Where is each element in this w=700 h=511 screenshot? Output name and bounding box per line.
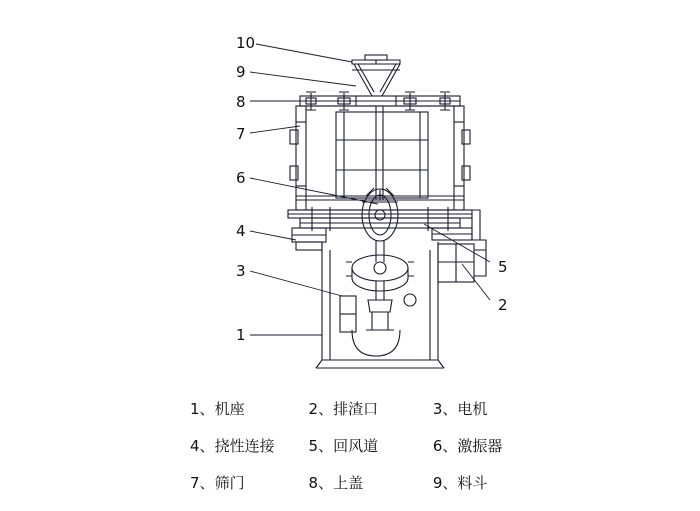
legend-item-number: 9	[432, 474, 443, 492]
legend-item-separator: 、	[442, 400, 458, 418]
legend-item-number: 8	[308, 474, 319, 492]
legend-item-number: 1	[190, 400, 200, 418]
legend-item-number: 2	[308, 400, 319, 418]
legend-item-name: 上盖	[333, 474, 364, 492]
legend-item-name: 排渣口	[333, 400, 379, 418]
vibrator-exciter-part	[362, 188, 398, 262]
callout-9: 9	[236, 63, 246, 81]
callout-1: 1	[236, 326, 246, 344]
legend-item-name: 筛门	[214, 474, 245, 492]
legend-item-separator: 、	[442, 437, 458, 455]
legend-item-9	[433, 472, 530, 493]
callout-7: 7	[236, 125, 246, 143]
legend-item-6	[433, 435, 530, 456]
legend-item-separator: 、	[199, 437, 215, 455]
legend-item-name: 机座	[214, 400, 245, 418]
callout-4: 4	[236, 222, 246, 240]
legend-item-2	[309, 398, 433, 419]
legend-item-name: 挠性连接	[214, 437, 275, 455]
legend-item-5	[309, 435, 433, 456]
callout-5: 5	[498, 258, 508, 276]
legend-item-4	[190, 435, 309, 456]
legend-item-separator: 、	[199, 474, 215, 492]
legend-item-name: 回风道	[333, 437, 379, 455]
legend-item-separator: 、	[318, 474, 334, 492]
hopper-part	[352, 55, 400, 96]
callout-6: 6	[236, 169, 246, 187]
callout-10: 10	[236, 34, 256, 52]
legend-item-8	[309, 472, 433, 493]
legend-row	[190, 398, 530, 419]
legend	[190, 398, 530, 509]
legend-item-separator: 、	[318, 437, 334, 455]
legend-item-name: 电机	[457, 400, 488, 418]
legend-item-number: 7	[190, 474, 200, 492]
legend-item-number: 6	[432, 437, 443, 455]
legend-item-7	[190, 472, 309, 493]
legend-item-number: 4	[190, 437, 200, 455]
legend-item-separator: 、	[318, 400, 334, 418]
legend-item-separator: 、	[199, 400, 215, 418]
legend-row	[190, 472, 530, 493]
callout-2: 2	[498, 296, 508, 314]
legend-row	[190, 435, 530, 456]
legend-item-3	[433, 398, 530, 419]
base-frame-part	[316, 242, 444, 368]
callout-8: 8	[236, 93, 246, 111]
legend-item-separator: 、	[442, 474, 458, 492]
legend-item-name: 激振器	[457, 437, 503, 455]
top-cover-part	[300, 92, 460, 110]
legend-item-1	[190, 398, 309, 419]
legend-item-number: 5	[308, 437, 319, 455]
callout-3: 3	[236, 262, 246, 280]
legend-item-name: 料斗	[457, 474, 488, 492]
legend-item-number: 3	[432, 400, 443, 418]
